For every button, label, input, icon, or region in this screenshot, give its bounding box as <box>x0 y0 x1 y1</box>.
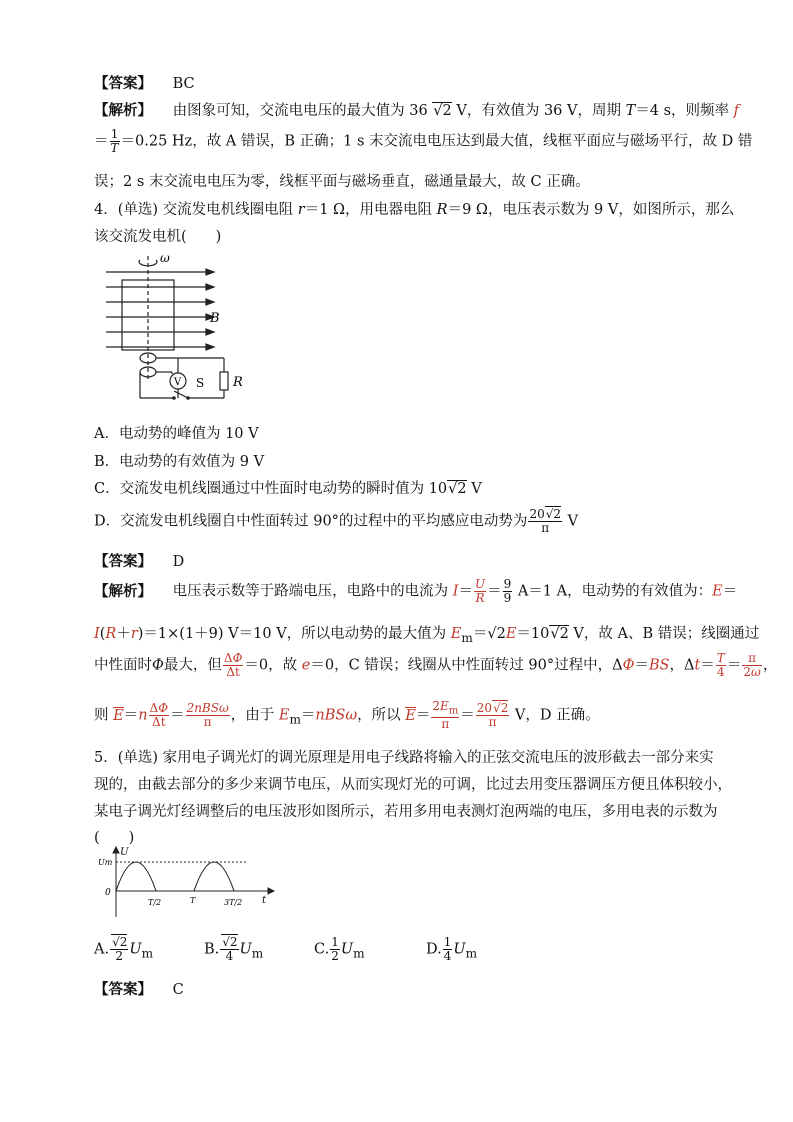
answer-tag: 【答案】 <box>94 76 152 92</box>
b-field-label: B <box>210 311 220 326</box>
q5-stem-line-4: ( ) <box>94 830 135 846</box>
q3-analysis-line-2: ＝ $\frac{1}{T}$ ＝0.25 Hz，故 A 错误，B 正确；1 s 末交流电电压达到最大值，线框平面应与磁场平行，故 D 错 <box>94 127 753 155</box>
fraction: $\frac{20√2}{\pi}$ <box>529 507 561 535</box>
u-axis-label: U <box>120 847 129 858</box>
omega-label: ω <box>160 251 170 265</box>
um-label: Um <box>98 858 113 867</box>
q3-analysis-line-1: 【解析】 由图象可知，交流电电压的最大值为 36 √2 V，有效值为 36 V，周期 T＝4 s，则频率 f <box>94 103 740 119</box>
resistor-label: R <box>233 375 243 390</box>
q3-answer: BC <box>172 76 195 92</box>
q4-answer-line <box>94 550 184 571</box>
q5-stem-line-1: 5．(单选) 家用电子调光灯的调光原理是用电子线路将输入的正弦交流电压的波形截去一部分来实 <box>94 750 714 766</box>
t-three-half-label: 3T/2 <box>224 898 243 907</box>
q4-option-c: C．交流发电机线圈通过中性面时电动势的瞬时值为 10√2 V <box>94 481 482 497</box>
q4-analysis-line-2: I(R＋r)＝1×(1＋9) V＝10 V，所以电动势的最大值为 $E_m=√2E=10√2$ V，故 A、B 错误；线圈通过 <box>94 626 760 645</box>
t-half-label: T/2 <box>148 898 162 907</box>
analysis-tag: 【解析】 <box>94 583 152 600</box>
q5-option-b: B. $\frac{√2}{4}$ $U_m$ <box>204 935 264 963</box>
analysis-tag: 【解析】 <box>94 103 152 119</box>
answer-tag: 【答案】 <box>94 554 152 570</box>
t-axis-label: t <box>262 895 267 906</box>
q5-stem-line-2: 现的，由截去部分的多少来调节电压，从而实现灯光的可调，比过去用变压器调压方便且体积较小， <box>94 777 732 793</box>
q4-analysis-line-3: 中性面时Φ最大，但 $\frac{\Delta\Phi}{\Delta t}$ ＝0，故 e＝0，C 错误；线圈从中性面转过 90°过程中，ΔΦ＝BS，Δt＝ $\frac{T}{4}$ ＝ $\frac{\pi}{2\omega}$ ， <box>94 651 778 679</box>
q3-analysis-line-3: 误；2 s 末交流电电压为零，线框平面与磁场垂直，磁通量最大，故 C 正确。 <box>94 174 590 190</box>
q4-stem-line-1: 4．(单选) 交流发电机线圈电阻 r＝1 Ω，用电器电阻 R＝9 Ω，电压表示数为 9 V，如图所示，那么 <box>94 202 735 218</box>
q5-answer-line <box>94 978 184 999</box>
voltage-waveform-graph <box>96 845 276 920</box>
q4-option-d: D．交流发电机线圈自中性面转过 90°的过程中的平均感应电动势为 $\frac{20√2}{\pi}$ V <box>94 507 579 535</box>
q4-stem-line-2: 该交流发电机( ) <box>94 229 222 245</box>
q5-stem-line-3: 某电子调光灯经调整后的电压波形如图所示，若用多用电表测灯泡两端的电压，多用电表的示数为 <box>94 804 718 820</box>
q5-option-a: A. $\frac{√2}{2}$ $U_m$ <box>94 935 154 963</box>
q4-answer: D <box>172 554 185 570</box>
generator-circuit-figure <box>96 250 256 410</box>
q4-option-a: A．电动势的峰值为 10 V <box>94 426 259 442</box>
q4-option-b: B．电动势的有效值为 9 V <box>94 454 265 470</box>
origin-label: 0 <box>105 888 111 898</box>
voltmeter-label: V <box>174 377 182 388</box>
q4-analysis-line-4: 则 E＝n $\frac{\Delta\Phi}{\Delta t}$ ＝ $\frac{\text{2nBSω}}{\pi}$ ，由于 $E_m=nBS\omega$，所以 E＝ $\frac{2E_m}{\pi}$ ＝ $\frac{20√2}{\pi}$ V，D 正确。 <box>94 699 600 732</box>
q3-answer-line <box>94 72 195 93</box>
q5-answer: C <box>172 982 184 998</box>
fraction: $\frac{1}{T}$ <box>110 127 119 155</box>
t-label: T <box>190 896 196 905</box>
answer-tag: 【答案】 <box>94 982 152 998</box>
q5-option-d: D. $\frac{1}{4}$ $U_m$ <box>426 935 478 963</box>
q5-option-c: C. $\frac{1}{2}$ $U_m$ <box>314 935 365 963</box>
switch-label: S <box>196 376 205 390</box>
q4-analysis-line-1: 【解析】 电压表示数等于路端电压，电路中的电流为 I＝ $\frac{U}{R}$ ＝ $\frac{9}{9}$ A＝1 A，电动势的有效值为：E＝ <box>94 577 738 605</box>
